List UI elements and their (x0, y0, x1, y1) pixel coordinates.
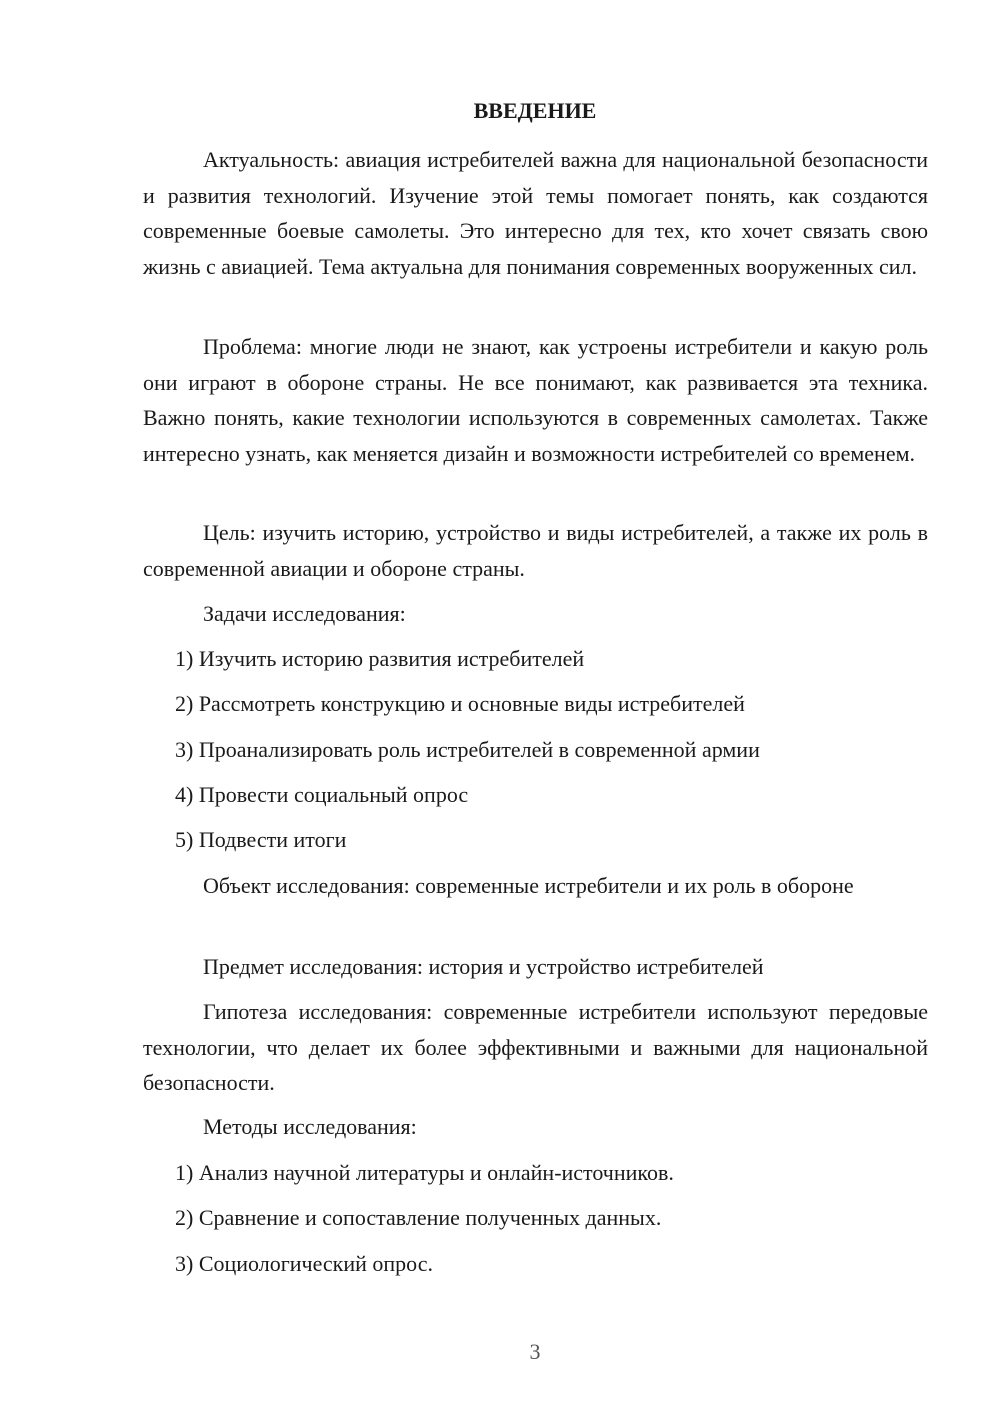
task-1-block (143, 641, 928, 677)
relevance-section (143, 142, 928, 284)
method-item: 1) Анализ научной литературы и онлайн-источников. (175, 1160, 674, 1185)
page-title: ВВЕДЕНИЕ (473, 98, 597, 123)
task-item: 5) Подвести итоги (175, 827, 347, 852)
page-number: 3 (529, 1339, 541, 1364)
goal-section (143, 515, 928, 586)
problem-paragraph: Проблема: многие люди не знают, как устроены истребители и какую роль они играют в обороне страны. Не все понимают, как развивается эта техника. Важно понять, какие технологии используются в современных самолетах. Также интересно узнать, как меняется дизайн и возможности истребителей со временем. (143, 334, 928, 466)
task-item: 2) Рассмотреть конструкцию и основные виды истребителей (175, 691, 745, 716)
task-item: 3) Проанализировать роль истребителей в современной армии (175, 737, 760, 762)
task-4-block (143, 777, 928, 813)
method-1-block (143, 1155, 928, 1191)
object-paragraph: Объект исследования: современные истребители и их роль в обороне (203, 873, 854, 898)
method-3-block (143, 1246, 928, 1282)
object-section (143, 868, 928, 904)
method-2-block (143, 1200, 928, 1236)
problem-section (143, 329, 928, 471)
task-3-block (143, 732, 928, 768)
subject-section (143, 949, 928, 985)
hypothesis-paragraph: Гипотеза исследования: современные истребители используют передовые технологии, что делает их более эффективными и важными для национальной безопасности. (143, 999, 928, 1095)
relevance-paragraph: Актуальность: авиация истребителей важна для национальной безопасности и развития технологий. Изучение этой темы помогает понять, как создаются современные боевые самолеты. Это интересно для тех, кто хочет связать свою жизнь с авиацией. Тема актуальна для понимания современных вооруженных сил. (143, 147, 928, 279)
tasks-heading: Задачи исследования: (203, 601, 406, 626)
methods-heading-block (143, 1109, 928, 1145)
hypothesis-section (143, 994, 928, 1101)
goal-paragraph: Цель: изучить историю, устройство и виды истребителей, а также их роль в современной авиации и обороне страны. (143, 520, 928, 581)
task-2-block (143, 686, 928, 722)
task-5-block (143, 822, 928, 858)
task-item: 1) Изучить историю развития истребителей (175, 646, 585, 671)
tasks-heading-block (143, 596, 928, 632)
method-item: 3) Социологический опрос. (175, 1251, 433, 1276)
method-item: 2) Сравнение и сопоставление полученных данных. (175, 1205, 662, 1230)
subject-paragraph: Предмет исследования: история и устройство истребителей (203, 954, 764, 979)
methods-heading: Методы исследования: (203, 1114, 417, 1139)
task-item: 4) Провести социальный опрос (175, 782, 469, 807)
